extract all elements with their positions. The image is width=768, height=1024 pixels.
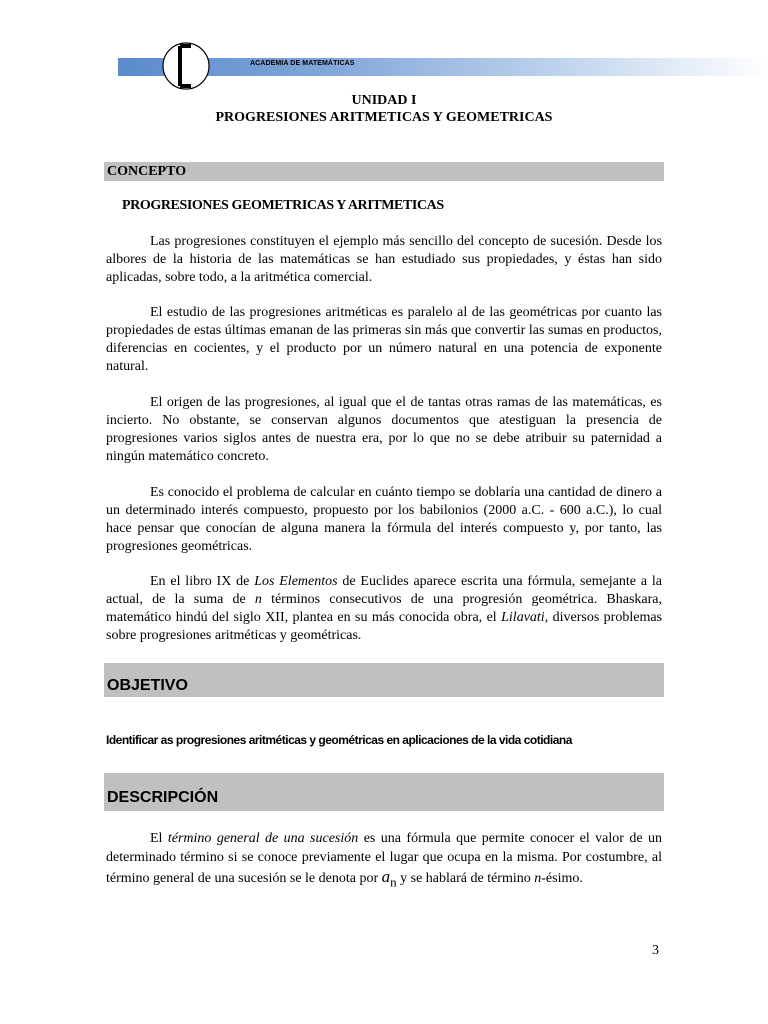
section-heading-descripcion: DESCRIPCIÓN [104,773,664,811]
unit-title: UNIDAD I [351,93,417,108]
paragraph: El origen de las progresiones, al igual que el de tantas otras ramas de las matemáticas, es incierto. No obstante, se conservan algunos documentos que atestiguan la presencia de progresiones varios siglos antes de nuestra era, por lo que no se debe atribuir su paternidad a ningún matemático concreto. [106,395,662,464]
header-banner [118,58,768,76]
paragraph: El estudio de las progresiones aritméticas es paralelo al de las geométricas por cuanto las propiedades de estas últimas emanan de las primeras sin más que convertir las sumas en productos, diferencias en cocientes, y el producto por un número natural en una potencia de exponente natural. [106,305,662,374]
section-heading-objetivo: OBJETIVO [104,663,664,697]
book-title: Lilavati [501,610,545,625]
unit-subtitle: PROGRESIONES ARITMETICAS Y GEOMETRICAS [215,110,553,125]
objective-text: Identificar as progresiones aritméticas y geométricas en aplicaciones de la vida cotidiana [106,733,572,747]
section-heading-concepto: CONCEPTO [104,162,664,181]
subheading: PROGRESIONES GEOMETRICAS Y ARITMETICAS [122,198,444,213]
variable-n: n [534,871,542,886]
paragraph: Las progresiones constituyen el ejemplo más sencillo del concepto de sucesión. Desde los albores de la historia de las matemáticas se han estudiado sus propiedades, y éstas han sido aplicadas, sobre todo, a la aritmética comercial. [106,234,662,285]
book-title: Los Elementos [254,574,338,589]
paragraph: El término general de una sucesión es una fórmula que permite conocer el valor de un determinado término si se conoce previamente el lugar que ocupa en la misma. Por costumbre, al término general de una sucesión se le denota por $a_n$ y se hablará de término n-ésimo. [106,831,662,890]
variable-n: n [254,592,262,607]
institution-name: ACADEMIA DE MATEMÁTICAS [250,60,355,67]
paragraph: Es conocido el problema de calcular en cuánto tiempo se doblaría una cantidad de dinero a un determinado interés compuesto, propuesto por los babilonios (2000 a.C. - 600 a.C.), lo cual hace pensar que conocían de alguna manera la fórmula del interés compuesto y, por tanto, las progresiones geométricas. [106,485,662,554]
paragraph: En el libro IX de Los Elementos de Euclides aparece escrita una fórmula, semejante a la actual, de la suma de n términos consecutivos de una progresión geométrica. Bhaskara, matemático hindú del siglo XII, plantea en su más conocida obra, el Lilavati, diversos problemas sobre progresiones aritméticas y geométricas. [106,574,663,643]
page-number: 3 [652,943,659,958]
term-symbol: $a_n$ [381,867,397,890]
emphasis: término general de una sucesión [167,831,359,846]
bracket-circle-logo [161,41,211,91]
